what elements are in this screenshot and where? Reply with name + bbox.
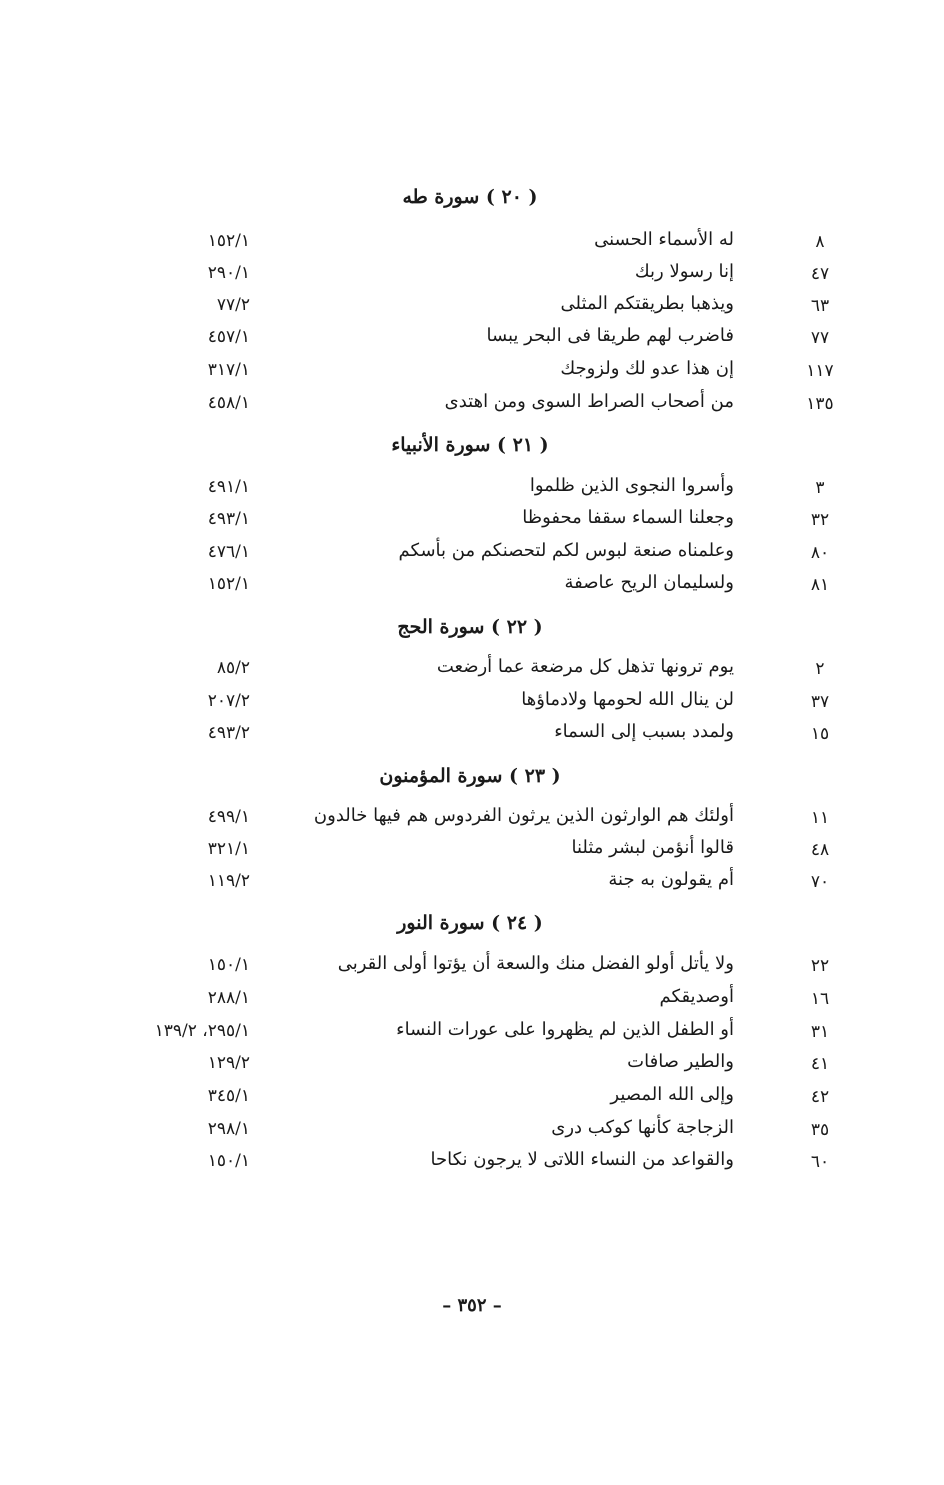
index-row	[0, 355, 944, 387]
verse-text: ولسليمان الريح عاصفة	[564, 572, 734, 593]
page-reference: ٨٥/٢	[216, 658, 250, 678]
page-reference: ٢٩٥/١، ١٣٩/٢	[154, 1021, 250, 1041]
verse-text: له الأسماء الحسنى	[594, 229, 734, 250]
verse-number: ٤١	[810, 1054, 830, 1074]
index-row	[0, 1114, 944, 1146]
verse-number: ٢٢	[810, 956, 830, 976]
index-row	[0, 504, 944, 536]
verse-number: ٨٠	[810, 543, 830, 563]
verse-text: والقواعد من النساء اللاتى لا يرجون نكاحا	[430, 1149, 734, 1170]
page-reference: ١٥٢/١	[207, 231, 250, 251]
page-reference: ٤٩٣/١	[207, 509, 250, 529]
index-row	[0, 950, 944, 982]
page-reference: ٤٩٣/٢	[207, 723, 250, 743]
verse-number: ١٣٥	[806, 394, 834, 414]
verse-text: لن ينال الله لحومها ولادماؤها	[521, 689, 734, 710]
index-row	[0, 1016, 944, 1048]
verse-number: ٣	[815, 478, 825, 498]
index-row	[0, 834, 944, 866]
surah-heading-hajj: ( ٢٢ ) سورة الحج	[397, 616, 543, 638]
verse-text: وإلى الله المصير	[610, 1084, 734, 1105]
index-row	[0, 290, 944, 322]
page-reference: ٤٩٩/١	[207, 807, 250, 827]
page-reference: ٤٩١/١	[207, 477, 250, 497]
page-reference: ٢٨٨/١	[207, 988, 250, 1008]
page-reference: ١٥٢/١	[207, 574, 250, 594]
page-reference: ١٥٠/١	[207, 955, 250, 975]
verse-number: ٨١	[810, 575, 830, 595]
verse-text: ولمدد بسبب إلى السماء	[554, 721, 734, 742]
verse-text: أم يقولون به جنة	[608, 869, 734, 890]
verse-text: أوصديقكم	[659, 986, 734, 1007]
page-reference: ١١٩/٢	[207, 871, 250, 891]
page-reference: ٢٩٠/١	[207, 263, 250, 283]
verse-number: ٣٧	[810, 692, 830, 712]
verse-text: والطير صافات	[627, 1051, 734, 1072]
surah-heading-taha: ( ٢٠ ) سورة طه	[402, 186, 538, 208]
surah-heading-nur: ( ٢٤ ) سورة النور	[397, 912, 543, 934]
verse-text: أولئك هم الوارثون الذين يرثون الفردوس هم فيها خالدون	[313, 805, 734, 826]
page-reference: ٤٧٦/١	[207, 542, 250, 562]
verse-text: ولا يأتل أولو الفضل منك والسعة أن يؤتوا أولى القربى	[337, 953, 734, 974]
verse-text: قالوا أنؤمن لبشر مثلنا	[571, 837, 734, 858]
verse-number: ١٦	[810, 989, 830, 1009]
index-row	[0, 569, 944, 601]
verse-number: ٤٨	[810, 840, 830, 860]
page-reference: ٣٢١/١	[207, 839, 250, 859]
verse-number: ٤٢	[810, 1087, 830, 1107]
verse-number: ٧٠	[810, 872, 830, 892]
verse-number: ٨	[815, 232, 825, 252]
verse-number: ٣٢	[810, 510, 830, 530]
index-row	[0, 472, 944, 504]
index-row	[0, 322, 944, 354]
verse-number: ٣١	[810, 1022, 830, 1042]
index-row	[0, 258, 944, 290]
page-reference: ١٢٩/٢	[207, 1053, 250, 1073]
verse-text: الزجاجة كأنها كوكب درى	[551, 1117, 734, 1138]
verse-text: يوم ترونها تذهل كل مرضعة عما أرضعت	[436, 656, 734, 677]
verse-text: أو الطفل الذين لم يظهروا على عورات النساء	[396, 1019, 734, 1040]
index-row	[0, 1048, 944, 1080]
index-row	[0, 718, 944, 750]
index-row	[0, 388, 944, 420]
verse-number: ٣٥	[810, 1120, 830, 1140]
page-reference: ٤٥٧/١	[207, 327, 250, 347]
page-reference: ٢٠٧/٢	[207, 691, 250, 711]
verse-text: إنا رسولا ربك	[634, 261, 734, 282]
surah-heading-anbiya: ( ٢١ ) سورة الأنبياء	[391, 434, 549, 456]
page-reference: ٧٧/٢	[216, 295, 250, 315]
index-row	[0, 653, 944, 685]
page-reference: ٣٤٥/١	[207, 1086, 250, 1106]
verse-number: ٤٧	[810, 264, 830, 284]
verse-text: إن هذا عدو لك ولزوجك	[560, 358, 734, 379]
index-row	[0, 686, 944, 718]
page-reference: ١٥٠/١	[207, 1151, 250, 1171]
verse-text: من أصحاب الصراط السوى ومن اهتدى	[444, 391, 734, 412]
index-row	[0, 1081, 944, 1113]
index-row	[0, 1146, 944, 1178]
verse-number: ٢	[815, 659, 825, 679]
verse-text: فاضرب لهم طريقا فى البحر يبسا	[486, 325, 734, 346]
verse-number: ١١٧	[806, 361, 834, 381]
index-row	[0, 802, 944, 834]
verse-text: وأسروا النجوى الذين ظلموا	[529, 475, 734, 496]
page-reference: ٣١٧/١	[207, 360, 250, 380]
page-number: – ٣٥٢ –	[442, 1295, 502, 1316]
index-row	[0, 983, 944, 1015]
verse-text: وجعلنا السماء سقفا محفوظا	[522, 507, 734, 528]
verse-text: وعلمناه صنعة لبوس لكم لتحصنكم من بأسكم	[398, 540, 734, 561]
verse-number: ١٥	[810, 724, 830, 744]
page-reference: ٢٩٨/١	[207, 1119, 250, 1139]
index-row	[0, 226, 944, 258]
verse-number: ٦٠	[810, 1152, 830, 1172]
page-reference: ٤٥٨/١	[207, 393, 250, 413]
verse-number: ٧٧	[810, 328, 830, 348]
index-row	[0, 537, 944, 569]
verse-number: ٦٣	[810, 296, 830, 316]
verse-number: ١١	[810, 808, 830, 828]
verse-text: ويذهبا بطريقتكم المثلى	[560, 293, 734, 314]
index-row	[0, 866, 944, 898]
surah-heading-muminun: ( ٢٣ ) سورة المؤمنون	[379, 765, 561, 787]
